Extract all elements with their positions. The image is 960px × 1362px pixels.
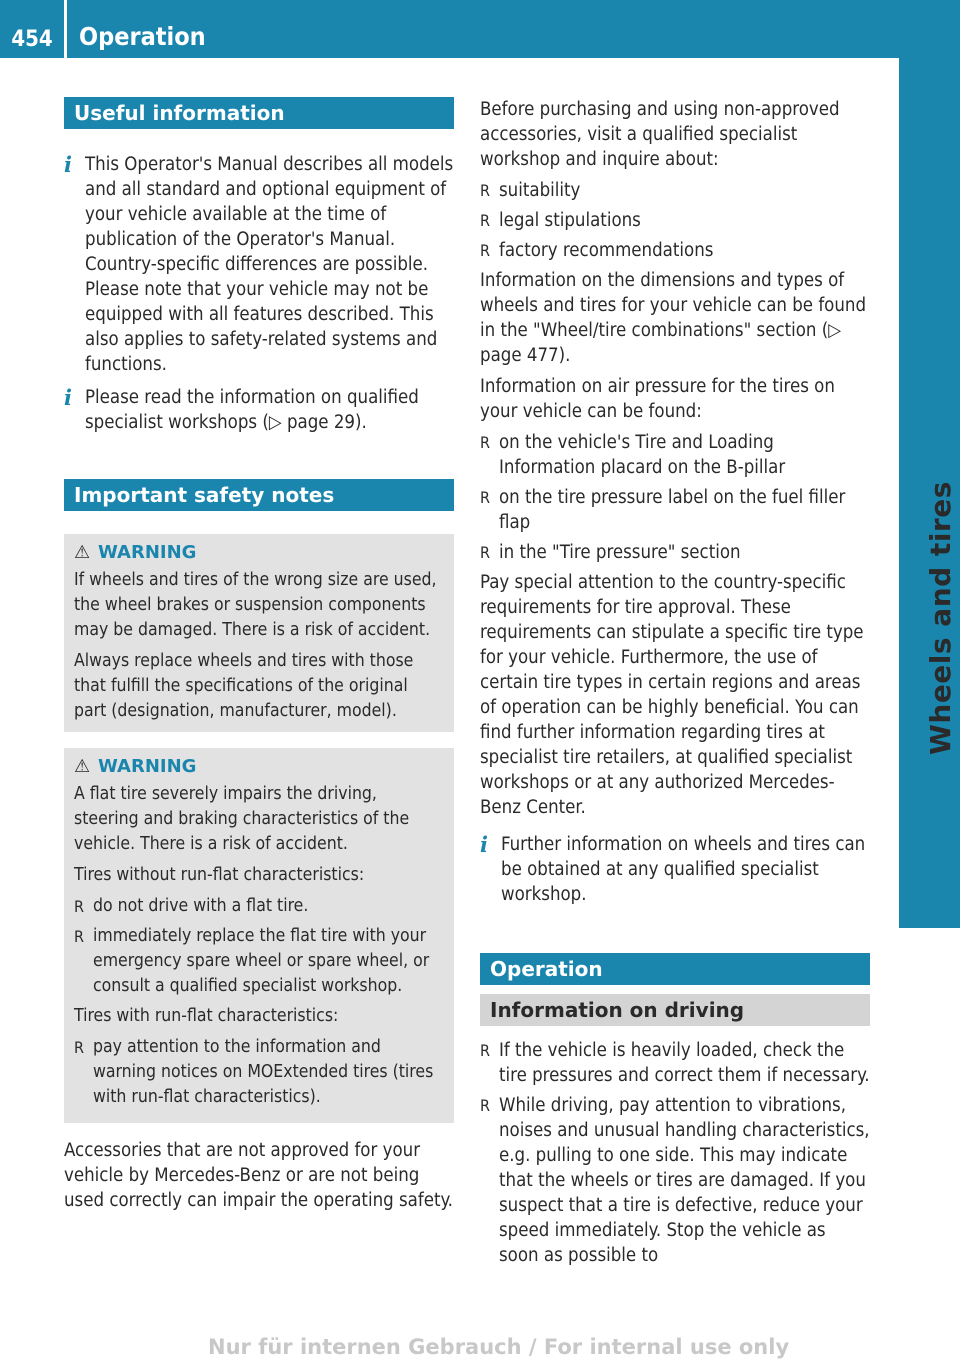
body-text: Information on the dimensions and types of wheels and tires for your vehicle can be found in the "Wheel/tire combinations" section (▷ page 477).: [480, 270, 867, 366]
bullet-icon: R: [480, 181, 490, 200]
list-item: R on the vehicle's Tire and Loading Information placard on the B-pillar: [480, 432, 786, 478]
warning-icon: ⚠: [74, 756, 91, 777]
useful-info-heading: Useful information: [64, 97, 454, 129]
warning-text: A flat tire severely impairs the driving, steering and braking characteristics of the vehicle. There is a risk of accident.: [74, 784, 410, 854]
warning-text: Tires without run-flat characteristics:: [74, 865, 365, 885]
warning-icon: ⚠: [74, 542, 91, 563]
info-note-wheels: [480, 832, 870, 907]
footer-watermark: Nur für internen Gebrauch / For internal use only: [208, 1335, 790, 1359]
warning-title: ⚠ WARNING: [74, 540, 444, 566]
info-text: This Operator's Manual describes all models and all standard and optional equipment of your vehicle available at the time of publication of the Operator's Manual. Country-specific differences are possible. Please note that your vehicle may not be equipped with all features described. This also applies to safety-related systems and functions.: [85, 154, 454, 375]
info-icon: i: [480, 832, 488, 857]
list-item: R factory recommendations: [480, 240, 714, 261]
warning-box-wrong-size: [64, 534, 454, 732]
warning-box-flat-tire: [64, 748, 454, 1123]
list-item: R do not drive with a flat tire.: [74, 894, 444, 919]
list-item: R If the vehicle is heavily loaded, check the tire pressures and correct them if necessary.: [480, 1040, 870, 1086]
info-icon: i: [64, 385, 72, 410]
bullet-list: [480, 430, 870, 565]
bullet-icon: R: [480, 543, 490, 562]
list-item: R While driving, pay attention to vibrations, noises and unusual handling characteristics, e.g. pulling to one side. This may indicate that the wheels or tires are damaged. If you suspect that a tire is defective, reduce your speed immediately. Stop the vehicle as soon as possible to: [480, 1095, 870, 1266]
list-item: R suitability: [480, 180, 581, 201]
right-column: [480, 97, 870, 1273]
bullet-list: [480, 178, 870, 263]
list-item: R legal stipulations: [480, 210, 641, 231]
info-text: Please read the information on qualified specialist workshops (▷ page 29).: [85, 387, 419, 433]
bullet-list: [74, 894, 444, 999]
info-text: Further information on wheels and tires can be obtained at any qualified specialist workshop.: [501, 834, 866, 905]
bullet-icon: R: [480, 433, 490, 452]
list-item: R on the tire pressure label on the fuel filler flap: [480, 487, 846, 533]
warning-text: If wheels and tires of the wrong size are used, the wheel brakes or suspension components may be damaged. There is a risk of accident.: [74, 570, 437, 640]
bullet-icon: R: [480, 241, 490, 260]
bullet-icon: R: [480, 1041, 490, 1060]
body-text: Information on air pressure for the tires on your vehicle can be found:: [480, 376, 835, 422]
driving-info-heading: Information on driving: [480, 994, 870, 1026]
list-item: R immediately replace the flat tire with your emergency spare wheel or spare wheel, or consult a qualified specialist workshop.: [74, 926, 430, 996]
left-column: [64, 97, 454, 1213]
safety-notes-heading: Important safety notes: [64, 479, 454, 511]
body-text: Before purchasing and using non-approved accessories, visit a qualified specialist workshop and inquire about:: [480, 99, 840, 170]
info-note-manual: [64, 152, 454, 377]
warning-text: Tires with run-flat characteristics:: [74, 1006, 339, 1026]
header-bar: [0, 0, 960, 58]
info-icon: i: [64, 152, 72, 177]
bullet-icon: R: [480, 1096, 490, 1115]
bullet-icon: R: [74, 897, 84, 916]
list-item: R pay attention to the information and warning notices on MOExtended tires (tires with run-flat characteristics).: [74, 1037, 434, 1107]
accessories-text: Accessories that are not approved for your vehicle by Mercedes-Benz or are not being used correctly can impair the operating safety.: [64, 1140, 453, 1211]
list-item: R in the "Tire pressure" section: [480, 542, 741, 563]
side-tab-label: Wheels and tires: [924, 481, 957, 755]
header-divider: [64, 0, 67, 58]
bullet-icon: R: [480, 211, 490, 230]
chapter-title: Operation: [79, 22, 206, 51]
bullet-icon: R: [74, 1038, 84, 1057]
warning-title: ⚠ WARNING: [74, 754, 444, 780]
body-text: Pay special attention to the country-specific requirements for tire approval. These requirements can stipulate a specific tire type for your vehicle. Furthermore, the use of certain tire types in certain regions and areas of operation can be highly beneficial. You can find further information regarding tires at specialist tire retailers, at qualified specialist workshops or at any authorized Mercedes-Benz Center.: [480, 572, 864, 818]
info-note-workshops: [64, 385, 454, 435]
bullet-icon: R: [480, 488, 490, 507]
operation-heading: Operation: [480, 953, 870, 985]
bullet-list: [74, 1035, 444, 1110]
bullet-list: [480, 1038, 870, 1268]
bullet-icon: R: [74, 927, 84, 946]
warning-text: Always replace wheels and tires with those that fulfill the specifications of the original part (designation, manufacturer, model).: [74, 651, 414, 721]
page-number: 454: [11, 27, 53, 52]
